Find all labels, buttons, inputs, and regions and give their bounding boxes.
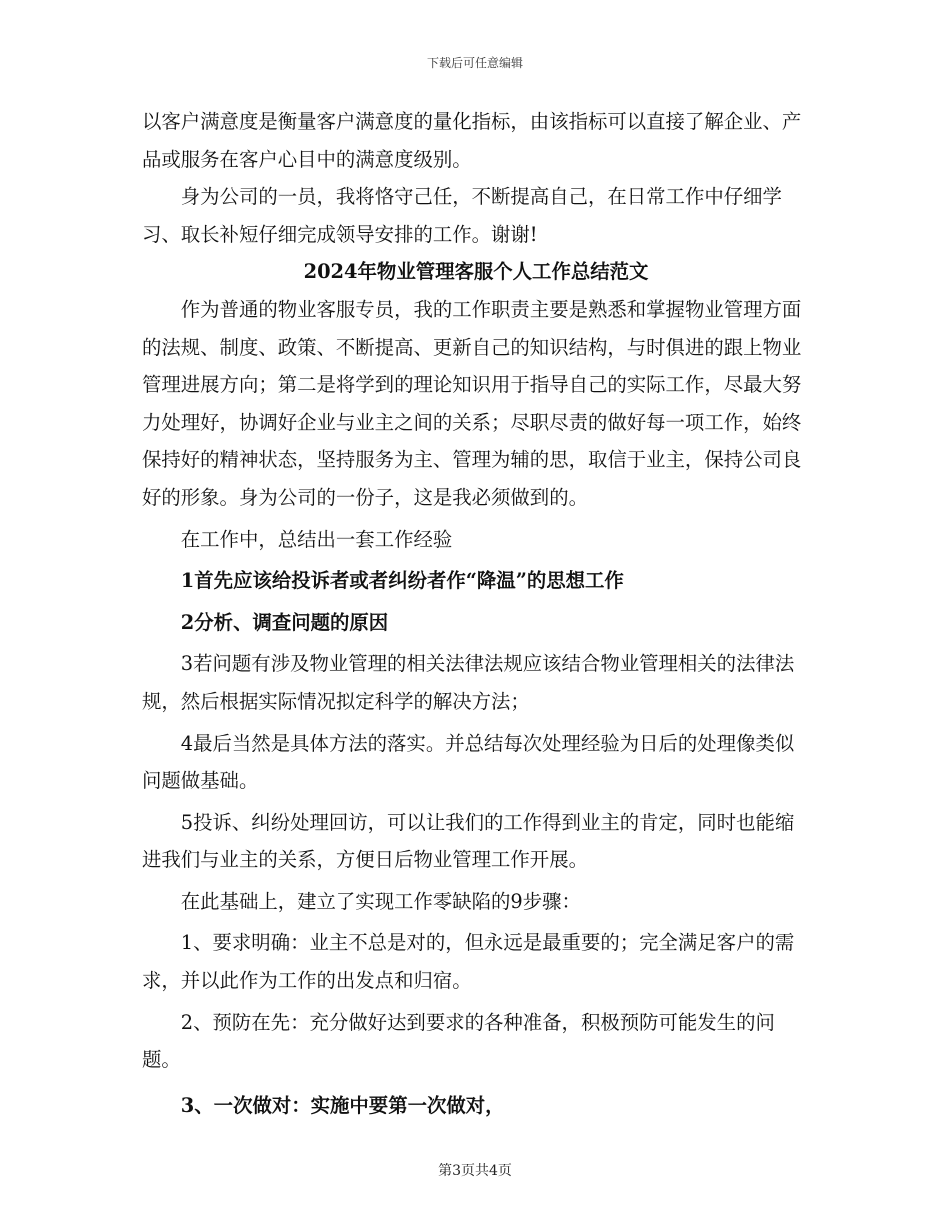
paragraph: 在工作中，总结出一套工作经验 [180, 527, 453, 551]
step-item: 2、预防在先：充分做好达到要求的各种准备，积极预防可能发生的问题。 [142, 1010, 775, 1072]
list-item-bold: 2分析、调查问题的原因 [180, 610, 389, 634]
paragraph: 作为普通的物业客服专员，我的工作职责主要是熟悉和掌握物业管理方面的法规、制度、政策、不断提高、更新自己的知识结构，与时俱进的跟上物业管理进展方向；第二是将学到的理论知识用于指导自己的实际工作，尽最大努力处理好，协调好企业与业主之间的关系；尽职尽责的做好每一项工作，始终保持好的精神状态，坚持服务为主、管理为辅的思，取信于业主，保持公司良好的形象。身为公司的一份子，这是我必须做到的。 [142, 297, 802, 509]
paragraph: 身为公司的一员，我将恪守己任，不断提高自己，在日常工作中仔细学习、取长补短仔细完成领导安排的工作。谢谢! [142, 185, 782, 246]
section-title: 2024年物业管理客服个人工作总结范文 [303, 260, 649, 284]
list-item: 5投诉、纠纷处理回访，可以让我们的工作得到业主的肯定，同时也能缩进我们与业主的关系，方便日后物业管理工作开展。 [142, 810, 795, 872]
list-item: 3若问题有涉及物业管理的相关法律法规应该结合物业管理相关的法律法规，然后根据实际情况拟定科学的解决方法； [142, 652, 795, 713]
list-item-bold: 1首先应该给投诉者或者纠纷者作“降温”的思想工作 [180, 569, 624, 593]
page-header: 下载后可任意编辑 [426, 56, 523, 70]
paragraph: 在此基础上，建立了实现工作零缺陷的9步骤： [180, 889, 581, 913]
document-body [142, 103, 810, 1124]
page-footer: 第3页共4页 [438, 1163, 512, 1179]
step-item-bold: 3、一次做对：实施中要第一次做对， [180, 1093, 505, 1117]
step-item: 1、要求明确：业主不总是对的，但永远是最重要的；完全满足客户的需求，并以此作为工作的出发点和归宿。 [142, 931, 795, 993]
list-item: 4最后当然是具体方法的落实。并总结每次处理经验为日后的处理像类似问题做基础。 [142, 731, 795, 793]
paragraph: 以客户满意度是衡量客户满意度的量化指标，由该指标可以直接了解企业、产品或服务在客户心目中的满意度级别。 [142, 110, 802, 171]
